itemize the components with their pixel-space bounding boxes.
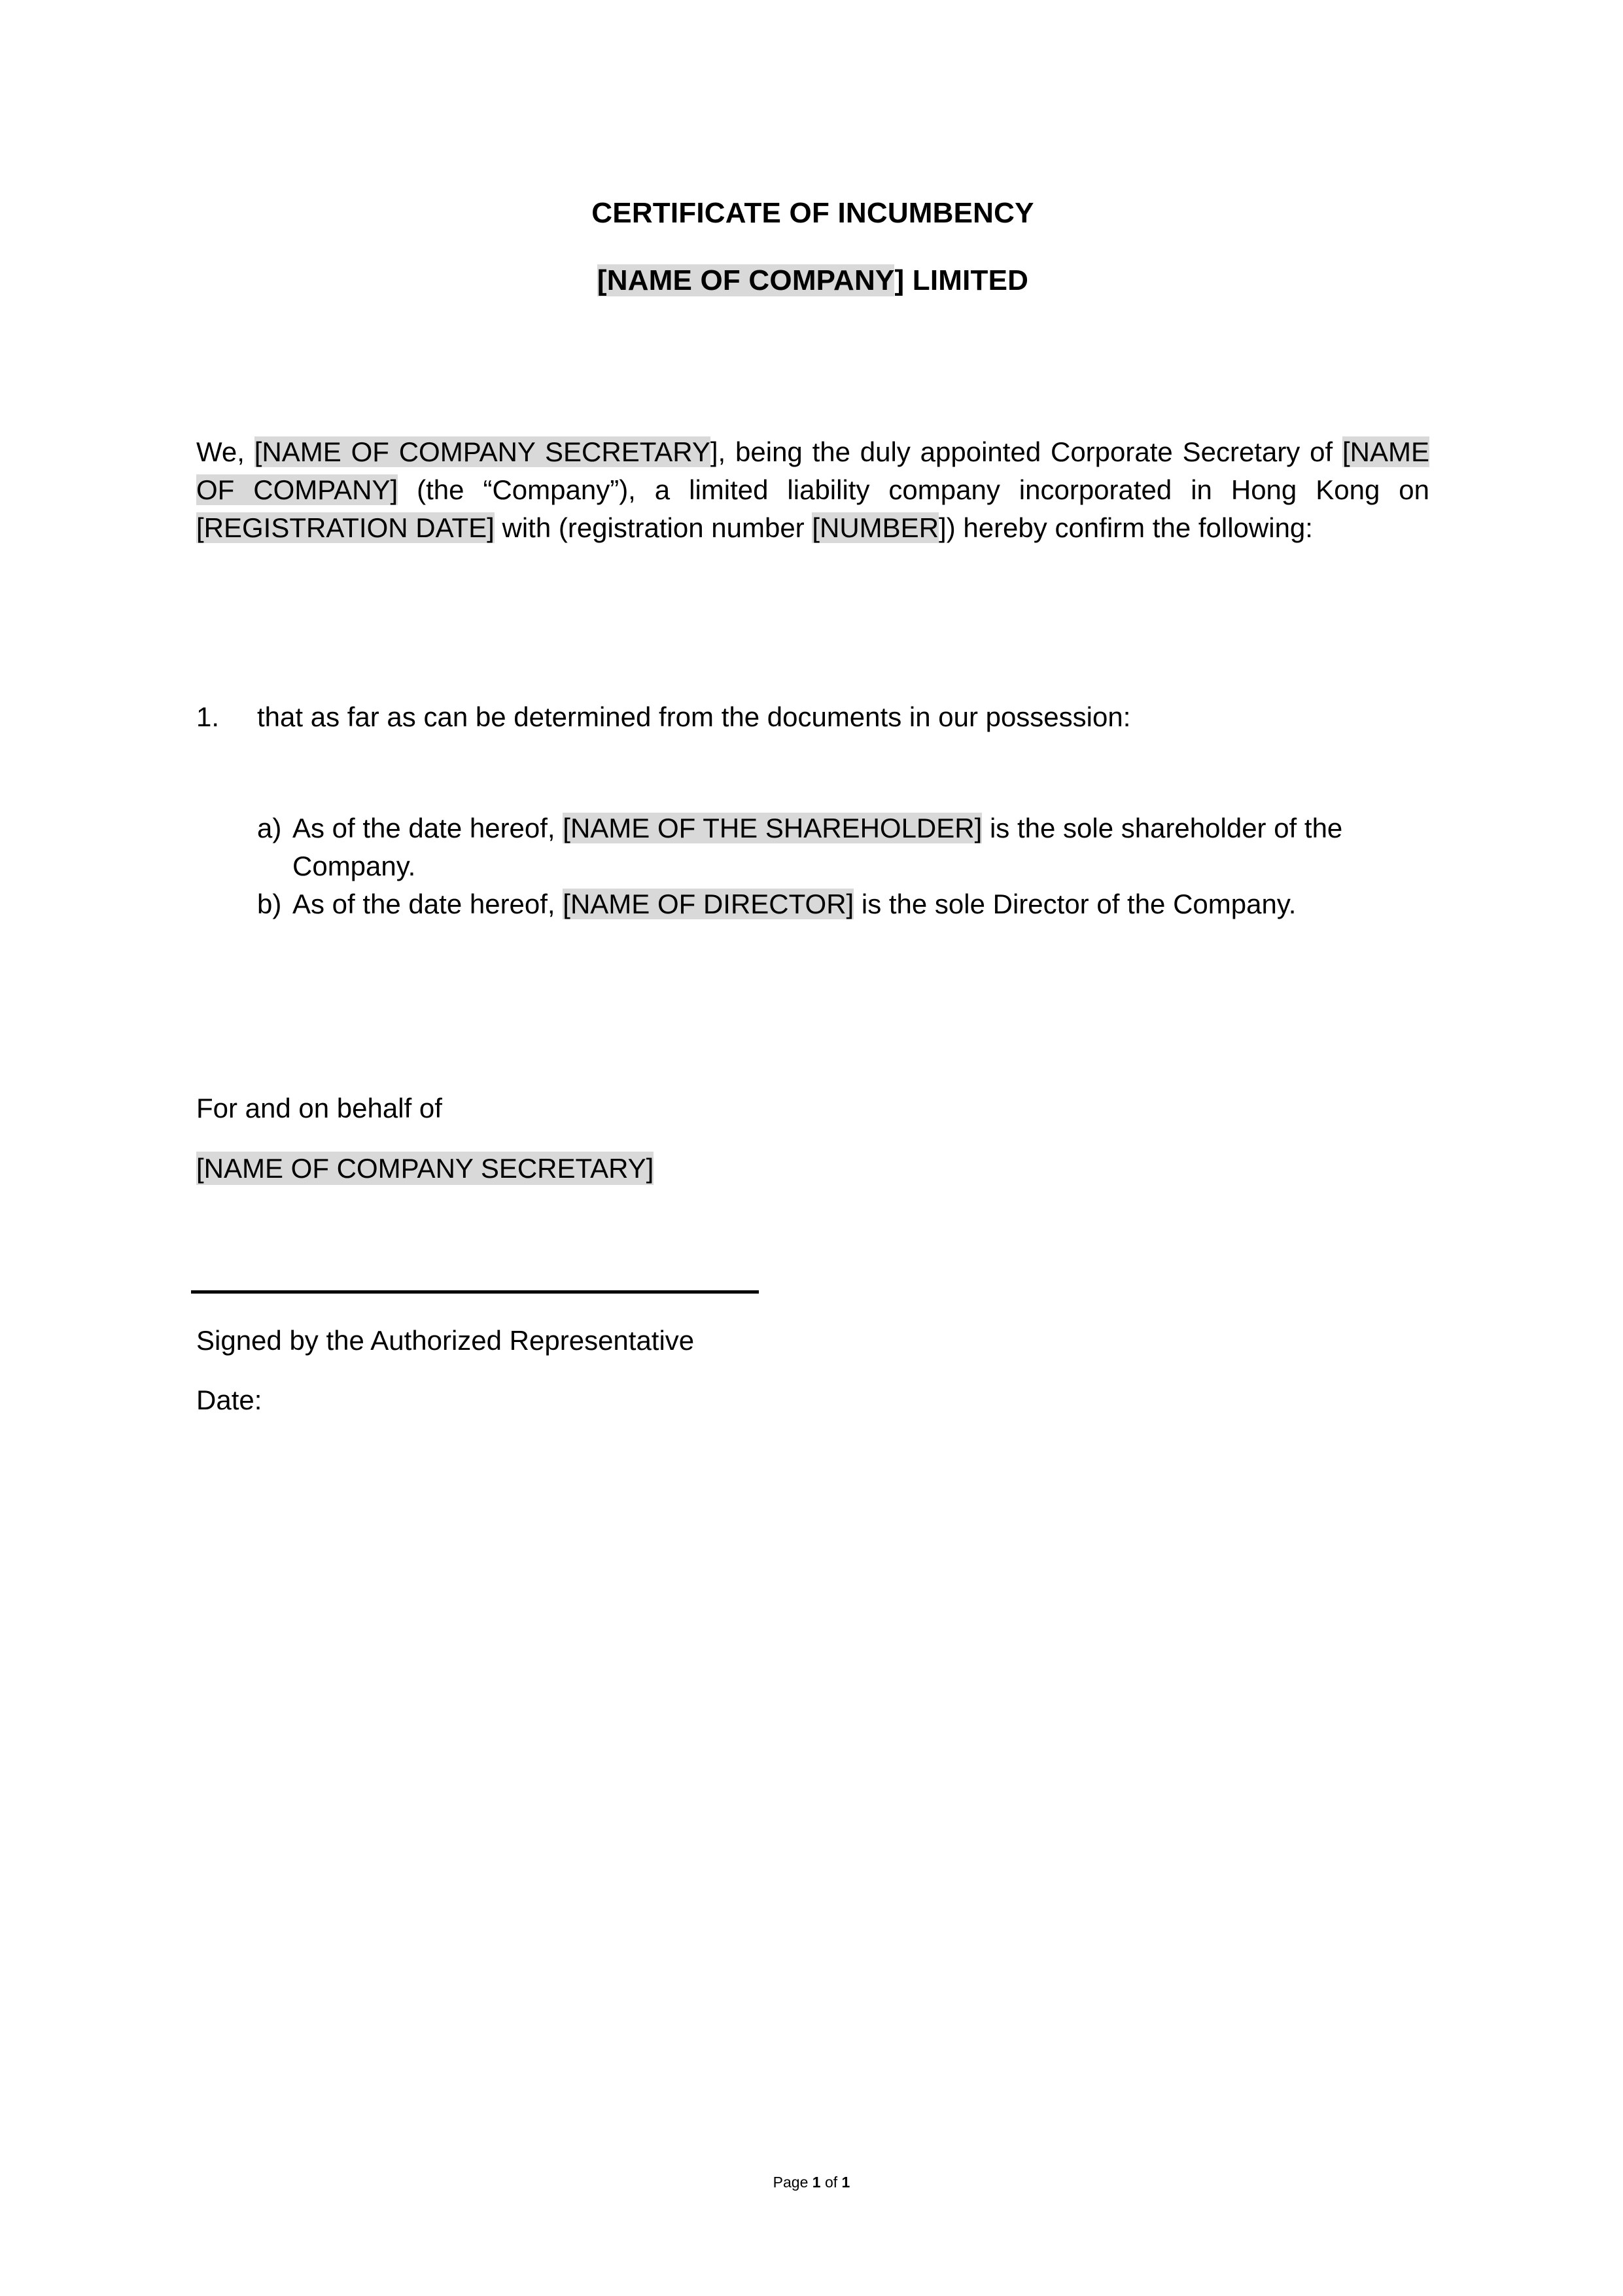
clause-1-sublist (257, 809, 1429, 923)
intro-after-date: with (registration number (494, 512, 812, 543)
company-name-placeholder-body: [NAME OF COMPANY] (196, 436, 1429, 505)
sub-item-b-lead: As of the date hereof, (292, 889, 563, 919)
intro-after-number: ]) hereby confirm the following: (939, 512, 1313, 543)
footer-page-prefix: Page (773, 2174, 809, 2191)
page-title: CERTIFICATE OF INCUMBENCY (591, 197, 1034, 229)
list-item (257, 885, 1429, 923)
clause-1 (196, 698, 1429, 736)
sub-item-a-marker: a) (257, 813, 282, 843)
director-name-placeholder: [NAME OF DIRECTOR] (563, 889, 854, 919)
company-subtitle-suffix: ] LIMITED (894, 264, 1029, 296)
registration-date-placeholder: [REGISTRATION DATE] (196, 512, 495, 543)
intro-after-company: (the “Company”), a limited liability company incorporated in Hong Kong on (398, 474, 1429, 505)
sub-item-a-text (292, 809, 1429, 885)
intro-after-secretary: ], being the duly appointed Corporate Secretary of (710, 436, 1342, 467)
footer-separator: of (824, 2174, 838, 2191)
sub-item-b-text (292, 885, 1429, 923)
clause-1-text: that as far as can be determined from the documents in our possession: (257, 701, 1131, 732)
sub-item-b-tail: is the sole Director of the Company. (854, 889, 1297, 919)
sub-item-a-tail: is the sole shareholder of the Company. (292, 813, 1343, 881)
intro-lead: We, (196, 436, 254, 467)
registration-number-placeholder: [NUMBER (812, 512, 939, 543)
intro-paragraph (196, 433, 1429, 547)
footer-current-page: 1 (812, 2174, 821, 2191)
company-subtitle (196, 231, 1429, 298)
shareholder-name-placeholder: [NAME OF THE SHAREHOLDER] (563, 813, 983, 843)
signature-company-secretary (196, 1150, 1429, 1188)
company-name-placeholder: [NAME OF COMPANY (597, 264, 895, 296)
list-item (257, 809, 1429, 885)
secretary-name-placeholder-signature: [NAME OF COMPANY SECRETARY] (196, 1153, 654, 1184)
sub-item-b-marker: b) (257, 889, 282, 919)
clause-1-number: 1. (196, 701, 220, 732)
sub-item-a-lead: As of the date hereof, (292, 813, 563, 843)
secretary-name-placeholder: [NAME OF COMPANY SECRETARY (254, 436, 710, 467)
signature-date-label: Date: (196, 1385, 262, 1415)
footer-total-pages: 1 (841, 2174, 850, 2191)
signature-intro: For and on behalf of (196, 1093, 442, 1123)
signature-line (191, 1290, 759, 1294)
page-footer (0, 2172, 1623, 2192)
signature-caption: Signed by the Authorized Representative (196, 1325, 695, 1356)
title-block (196, 195, 1429, 298)
